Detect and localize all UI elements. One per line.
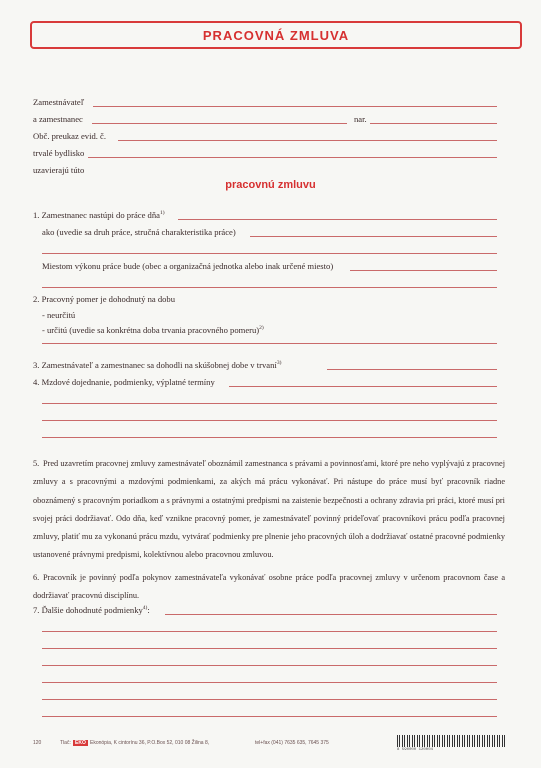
workplace-field[interactable] <box>350 270 497 271</box>
barcode-number: 8 590000 120004 <box>397 748 434 752</box>
item4-label: 4. Mzdové dojednanie, podmienky, výplatné termíny <box>33 377 215 387</box>
other-terms-field[interactable] <box>165 614 497 615</box>
print-label: Tlač: <box>60 740 71 746</box>
item2-label: 2. Pracovný pomer je dohodnutý na dobu <box>33 294 176 304</box>
wage-field-3[interactable] <box>42 420 497 421</box>
employer-field[interactable] <box>93 106 497 107</box>
workplace-field-2[interactable] <box>42 287 497 288</box>
publisher-phone: tel+fax (041) 7635 635, 7645 375 <box>255 740 329 746</box>
address-field[interactable] <box>88 157 497 158</box>
probation-field[interactable] <box>327 369 497 370</box>
employer-label: Zamestnávateľ <box>33 97 85 107</box>
wage-field-4[interactable] <box>42 437 497 438</box>
work-type-field-2[interactable] <box>42 253 497 254</box>
other-terms-field-7[interactable] <box>42 716 497 717</box>
wage-field-2[interactable] <box>42 403 497 404</box>
work-type-label: ako (uvedie sa druh práce, stručná charakteristika práce) <box>42 227 236 237</box>
work-type-field[interactable] <box>250 236 497 237</box>
duration-field[interactable] <box>42 343 497 344</box>
other-terms-field-3[interactable] <box>42 648 497 649</box>
conclude-label: uzavierajú túto <box>33 165 85 175</box>
publisher-address: Ekonópia, K cintorínu 36, P.O.Box 52, 010 08 Žilina 8, <box>90 740 210 746</box>
indefinite-option[interactable]: - neurčitú <box>42 310 76 320</box>
workplace-label: Miestom výkonu práce bude (obec a organizačná jednotka alebo inak určené miesto) <box>42 261 334 271</box>
other-terms-field-2[interactable] <box>42 631 497 632</box>
form-number: 120 <box>33 740 42 746</box>
born-label: nar. <box>354 114 367 124</box>
employee-field[interactable] <box>92 123 347 124</box>
item5-paragraph: 5. Pred uzavretím pracovnej zmluvy zamestnávateľ oboznámil zamestnanca s právami a povinnosťami, ktoré pre neho vyplývajú z pracovnej zmluvy a s pracovnými a mzdovými podmienkami, za akých má prácu vykonávať. Pri nástupe do práce musí byť pracovník riadne oboznámený s pracovným poriadkom a s právnymi a ostatnými predpismi na zaistenie bezpečnosti a ochrany zdravia pri práci, ktoré musí pri svojej práci dodržiavať. Odo dňa, keď vznikne pracovný pomer, je zamestnávateľ povinný prideľovať pracovníkovi prácu podľa pracovnej zmluvy, platiť mu za vykonanú prácu mzdu, vytvárať podmienky pre plnenie jeho pracovných úloh a dodržiavať ostatné pracovné podmienky ustanovené právnymi predpismi, kolektívnou alebo pracovnou zmluvou. <box>33 459 505 560</box>
form-title: PRACOVNÁ ZMLUVA <box>202 27 350 43</box>
wage-field[interactable] <box>229 386 497 387</box>
address-label: trvalé bydlisko <box>33 148 85 158</box>
item3-label: 3. Zamestnávateľ a zamestnanec sa dohodli na skúšobnej dobe v trvaní$^{3)}$ <box>33 360 282 370</box>
born-field[interactable] <box>370 123 497 124</box>
other-terms-field-5[interactable] <box>42 682 497 683</box>
item1-label: 1. Zamestnanec nastúpi do práce dňa$^{1)}$ <box>33 210 165 220</box>
id-card-label: Obč. preukaz evid. č. <box>33 131 107 141</box>
employee-label: a zamestnanec <box>33 114 83 124</box>
barcode <box>397 735 507 747</box>
item7-label: 7. Ďalšie dohodnuté podmienky$^{4)}$: <box>33 605 150 615</box>
publisher-logo: EKO <box>75 740 86 746</box>
other-terms-field-6[interactable] <box>42 699 497 700</box>
other-terms-field-4[interactable] <box>42 665 497 666</box>
definite-option[interactable]: - určitú (uvedie sa konkrétna doba trvania pracovného pomeru)$^{2)}$ <box>42 325 264 335</box>
item6-paragraph: 6. Pracovník je povinný podľa pokynov zamestnávateľa vykonávať osobne práce podľa pracovnej zmluvy v určenom pracovnom čase a dodržiavať pracovnú disciplínu. <box>33 573 505 601</box>
id-card-field[interactable] <box>118 140 497 141</box>
start-date-field[interactable] <box>178 219 497 220</box>
subtitle: pracovnú zmluvu <box>225 179 316 191</box>
title-box <box>30 21 522 49</box>
